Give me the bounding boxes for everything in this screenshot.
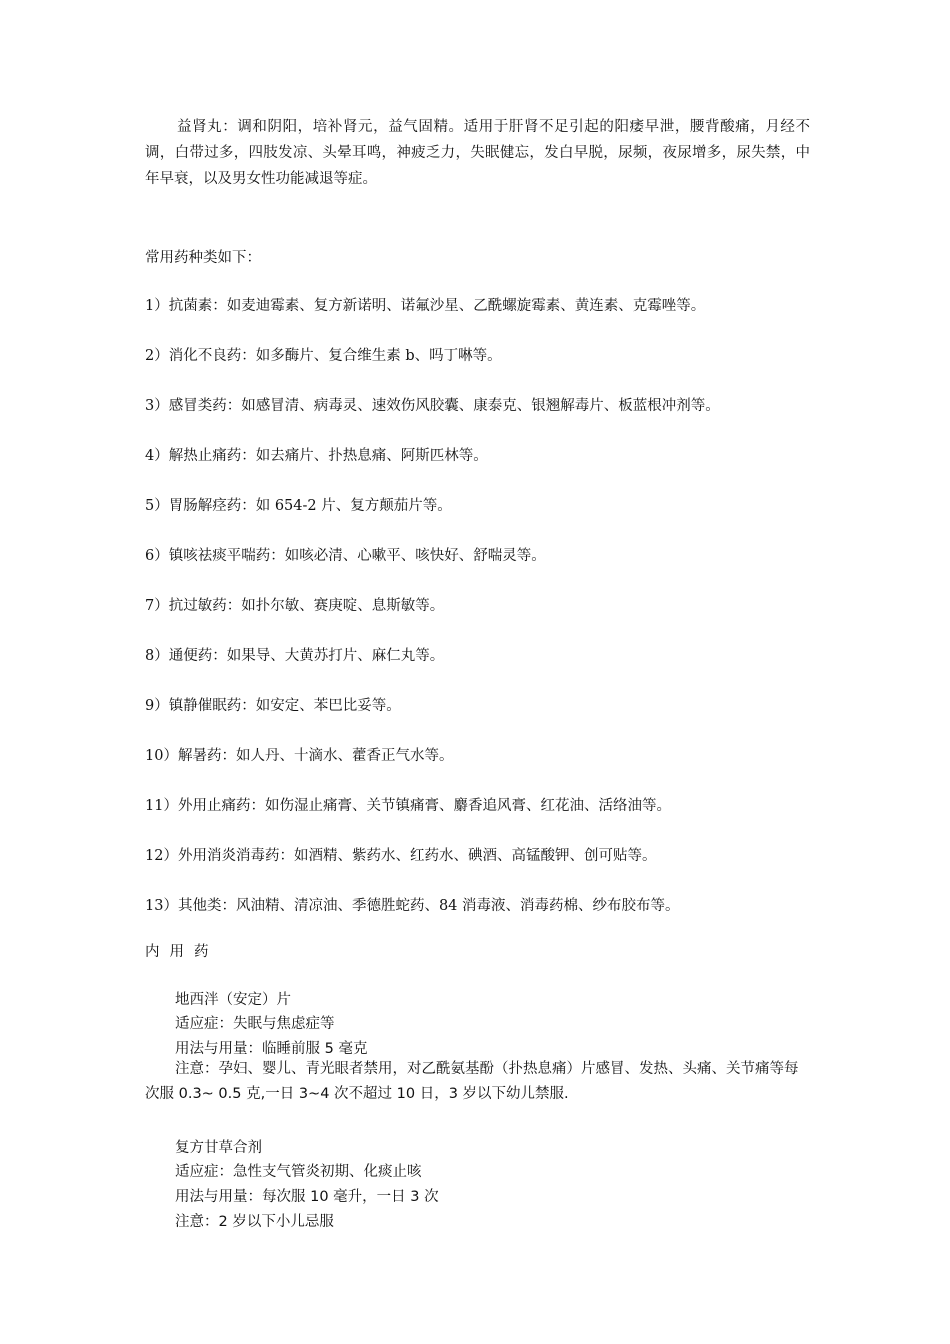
common-drugs-heading: 常用药种类如下： xyxy=(145,250,261,266)
list-item: 11）外用止痛药：如伤湿止痛膏、关节镇痛膏、麝香追风膏、红花油、活络油等。 xyxy=(145,798,671,814)
drug-indication: 适应症：急性支气管炎初期、化痰止咳 xyxy=(175,1164,422,1180)
drug-indication: 适应症：失眠与焦虑症等 xyxy=(175,1016,335,1032)
list-item: 9）镇静催眠药：如安定、苯巴比妥等。 xyxy=(145,698,401,714)
drug-note: 注意：孕妇、婴儿、青光眼者禁用，对乙酰氨基酚（扑热息痛）片感冒、发热、头痛、关节痛等每次服 0.3~ 0.5 克,一日 3~4 次不超过 10 日，3 岁以下幼儿禁服. xyxy=(145,1061,799,1102)
drug-note: 注意：2 岁以下小儿忌服 xyxy=(175,1214,334,1230)
list-item: 12）外用消炎消毒药：如酒精、紫药水、红药水、碘酒、高锰酸钾、创可贴等。 xyxy=(145,848,657,864)
list-item: 2）消化不良药：如多酶片、复合维生素 b、吗丁啉等。 xyxy=(145,348,502,364)
list-item: 1）抗菌素：如麦迪霉素、复方新诺明、诺氟沙星、乙酰螺旋霉素、黄连素、克霉唑等。 xyxy=(145,298,706,314)
drug-usage: 用法与用量：每次服 10 毫升，一日 3 次 xyxy=(175,1189,439,1205)
list-item: 6）镇咳祛痰平喘药：如咳必清、心嗽平、咳快好、舒喘灵等。 xyxy=(145,548,546,564)
list-item: 3）感冒类药：如感冒清、病毒灵、速效伤风胶囊、康泰克、银翘解毒片、板蓝根冲剂等。 xyxy=(145,398,720,414)
drug-name: 地西泮（安定）片 xyxy=(175,992,291,1008)
list-item: 13）其他类：风油精、清凉油、季德胜蛇药、84 消毒液、消毒药棉、纱布胶布等。 xyxy=(145,898,680,914)
list-item: 4）解热止痛药：如去痛片、扑热息痛、阿斯匹林等。 xyxy=(145,448,488,464)
drug-name: 复方甘草合剂 xyxy=(175,1140,262,1156)
drug-usage: 用法与用量：临睡前服 5 毫克 xyxy=(175,1041,368,1057)
internal-medicine-heading: 内用药 xyxy=(145,944,219,960)
list-item: 7）抗过敏药：如扑尔敏、赛庚啶、息斯敏等。 xyxy=(145,598,445,614)
list-item: 8）通便药：如果导、大黄苏打片、麻仁丸等。 xyxy=(145,648,445,664)
list-item: 5）胃肠解痉药：如 654-2 片、复方颠茄片等。 xyxy=(145,498,452,514)
list-item: 10）解暑药：如人丹、十滴水、藿香正气水等。 xyxy=(145,748,454,764)
intro-paragraph: 益肾丸：调和阴阳，培补肾元，益气固精。适用于肝肾不足引起的阳痿早泄，腰背酸痛，月经不调，白带过多，四肢发凉、头晕耳鸣，神疲乏力，失眠健忘，发白早脱，尿频，夜尿增多，尿失禁，中年早衰，以及男女性功能减退等症。 xyxy=(145,119,810,187)
